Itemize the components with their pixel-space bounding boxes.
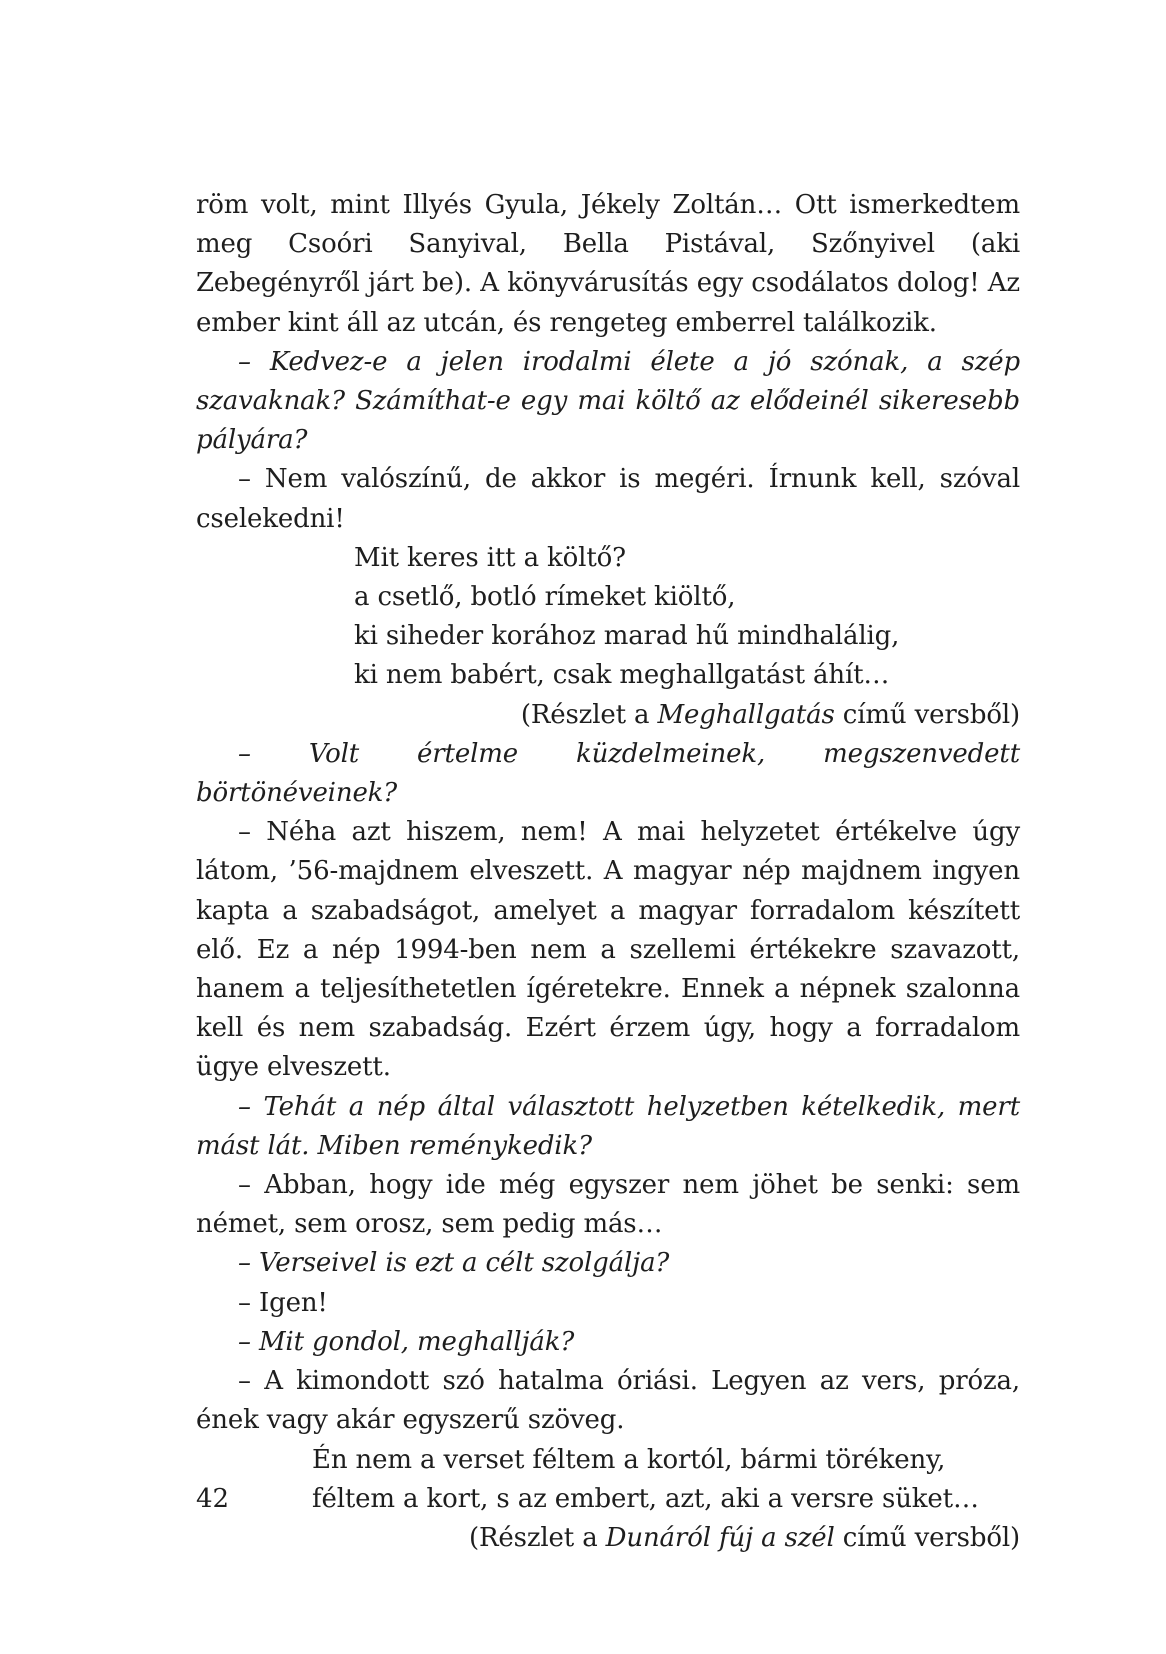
question-poems-purpose: – Verseivel is ezt a célt szolgálja? — [238, 1248, 670, 1279]
attribution-suffix: című versből) — [834, 699, 1020, 730]
page-number: 42 — [196, 1484, 230, 1514]
answer-revolution: – Néha azt hiszem, nem! A mai helyzetet értékelve úgy látom, ’56-majdnem elveszett. A magyar nép majdnem ingyen kapta a szabadságot, amelyet a magyar forradalom készített elő. Ez a nép 1994-ben nem a szellemi értékekre szavazott, hanem a teljesíthetetlen ígéretekre. Ennek a népnek szalonna kell és nem szabadság. Ezért érzem úgy, hogy a forradalom ügye elveszett. — [196, 817, 1020, 1083]
verse-line: ki nem babért, csak meghallgatást áhít… — [354, 660, 890, 691]
verse-excerpt-dunarol — [196, 1441, 1020, 1519]
question-will-they-hear: – Mit gondol, meghallják? — [238, 1326, 575, 1357]
verse-line: féltem a kort, s az embert, azt, aki a versre süket… — [312, 1483, 979, 1514]
attribution-prefix: (Részlet a — [520, 699, 658, 730]
page-body — [196, 186, 1020, 1558]
poem-title: Dunáról fúj a szél — [605, 1522, 835, 1553]
paragraph-answer-continued: röm volt, mint Illyés Gyula, Jékely Zoltán… Ott ismerkedtem meg Csoóri Sanyival, Bella Pistával, Szőnyivel (aki Zebegényről járt be). A könyvárusítás egy csodálatos dolog! Az ember kint áll az utcán, és rengeteg emberrel találkozik. — [196, 190, 1020, 338]
answer-yes: – Igen! — [238, 1287, 328, 1318]
verse-attribution-dunarol — [196, 1519, 1020, 1558]
verse-line: Mit keres itt a költő? — [354, 542, 626, 573]
verse-attribution-meghallgatas — [196, 696, 1020, 735]
question-struggles: – Volt értelme küzdelmeinek, megszenvedett börtönéveinek? — [196, 738, 1020, 809]
answer-worth-it: – Nem valószínű, de akkor is megéri. Írnunk kell, szóval cselekedni! — [196, 464, 1020, 534]
question-literary-life: – Kedvez-e a jelen irodalmi élete a jó szónak, a szép szavaknak? Számíthat-e egy mai költő az elődeinél sikeresebb pályára? — [196, 346, 1020, 456]
answer-power-of-word: – A kimondott szó hatalma óriási. Legyen az vers, próza, ének vagy akár egyszerű szöveg. — [196, 1366, 1020, 1436]
verse-line: ki siheder korához marad hű mindhalálig, — [354, 621, 900, 652]
attribution-suffix: című versből) — [834, 1522, 1020, 1553]
verse-line: Én nem a verset féltem a kortól, bármi törékeny, — [312, 1444, 946, 1475]
attribution-prefix: (Részlet a — [468, 1522, 606, 1553]
verse-line: a csetlő, botló rímeket kiöltő, — [354, 582, 736, 613]
question-hope: – Tehát a nép által választott helyzetben kételkedik, mert mást lát. Miben reménykedik? — [196, 1091, 1020, 1161]
answer-hope: – Abban, hogy ide még egyszer nem jöhet be senki: sem német, sem orosz, sem pedig más… — [196, 1170, 1020, 1240]
poem-title: Meghallgatás — [657, 699, 835, 730]
verse-excerpt-meghallgatas — [196, 539, 1020, 696]
